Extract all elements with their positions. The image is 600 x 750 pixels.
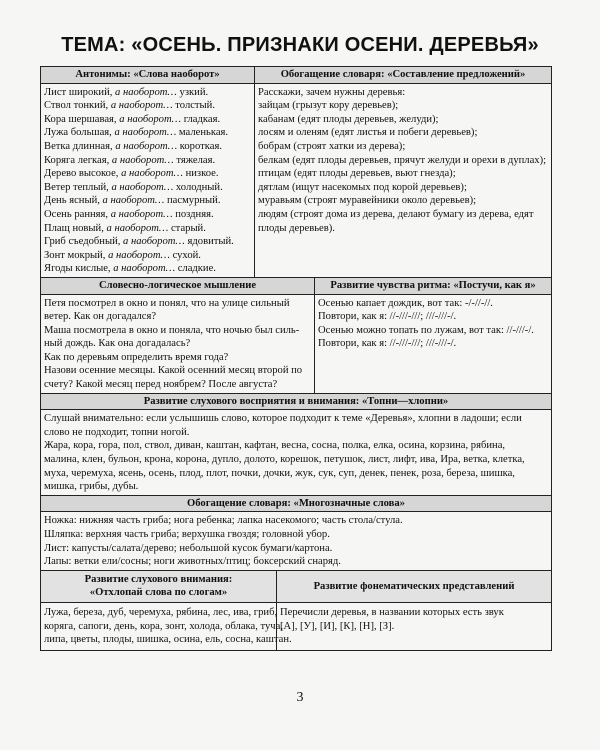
clap-words (41, 603, 292, 650)
antonym-connector: а наоборот… (121, 168, 183, 180)
antonym-word: Осень ранняя, (44, 208, 109, 220)
list-item: муравьям (строят муравейники около деревьев); (258, 195, 477, 207)
list-item: ный дождь. Как она догадалась? (44, 338, 191, 350)
list-item: Слушай внимательно: если услышишь слово, которое подходит к теме «Деревья», хлопни в ладоши; если (44, 413, 522, 425)
polysemy-header-row (41, 496, 551, 513)
vocab-sentences-header: Обогащение словаря: «Составление предложений» (255, 67, 551, 83)
antonym-word: Ветер теплый, (44, 181, 109, 193)
list-item: птицам (едят плоды деревьев, вьют гнезда); (258, 168, 456, 180)
antonym-connector: а наоборот… (114, 127, 177, 139)
clap-phonemic-header-row (41, 571, 551, 603)
antonym-connector: а наоборот… (108, 249, 170, 261)
antonym-word: Коряга легкая, (44, 154, 110, 166)
rhythm-header: Развитие чувства ритма: «Постучи, как я» (315, 278, 551, 294)
auditory-text (41, 410, 551, 495)
list-item: счету? Какой месяц перед ноябрем? После августа? (44, 379, 278, 391)
list-item: кабанам (едят плоды деревьев, желуди); (258, 113, 439, 125)
list-item: Осенью капает дождик, вот так: -/-//-//. (318, 297, 493, 309)
antonym-word: День ясный, (44, 195, 100, 207)
list-item: Петя посмотрел в окно и понял, что на улице сильный (44, 297, 290, 309)
clap-header-line-1: Развитие слухового внимания: (84, 573, 233, 585)
antonym-word: Плащ новый, (44, 222, 104, 234)
antonym-connector: а наоборот… (115, 86, 177, 98)
antonym-connector: а наоборот… (113, 263, 176, 275)
auditory-row (41, 410, 551, 496)
antonym-line (44, 126, 251, 140)
list-item: Лапы: ветки ели/сосны; ноги животных/птиц; боксерский снаряд. (44, 556, 341, 568)
antonym-word: Гриб съедобный, (44, 236, 121, 248)
phonemic-text (277, 603, 551, 650)
antonym-line (44, 249, 251, 263)
list-item: [А], [У], [И], [К], [Н], [З]. (280, 620, 395, 632)
antonym-opposite: толстый. (175, 100, 215, 112)
list-item: Как по деревьям определить время года? (44, 351, 229, 363)
antonym-opposite: пасмурный. (167, 195, 221, 207)
antonym-opposite: поздняя. (175, 208, 214, 220)
clap-header-line-2: «Отхлопай слова по слогам» (89, 587, 228, 599)
antonym-line (44, 181, 251, 195)
lesson-table (40, 66, 552, 651)
list-item: Лист: капусты/салата/дерево; небольшой кусок бумаги/картона. (44, 542, 333, 554)
auditory-header: Развитие слухового восприятия и внимания: «Топни—хлопни» (41, 394, 551, 410)
list-item: Жара, кора, гора, пол, ствол, диван, каштан, кафтан, весна, сосна, полка, елка, осина, корзина, рябина, (44, 440, 506, 452)
antonyms-header: Антонимы: «Слова наоборот» (41, 67, 255, 83)
antonym-opposite: низкое. (185, 168, 219, 180)
antonym-opposite: сухой. (172, 249, 201, 261)
antonym-connector: а наоборот… (111, 154, 174, 166)
list-item: Осенью можно топать по лужам, вот так: //-///-/. (318, 324, 534, 336)
antonym-opposite: старый. (170, 222, 206, 234)
list-item: Лужа, береза, дуб, черемуха, рябина, лес, ива, гриб, (44, 606, 278, 618)
antonym-line (44, 262, 251, 276)
polysemy-row (41, 512, 551, 570)
list-item: Расскажи, зачем нужны деревья: (258, 86, 406, 98)
logic-rhythm-row (41, 295, 551, 394)
antonym-line (44, 208, 251, 222)
antonym-opposite: узкий. (179, 86, 209, 98)
list-item: зайцам (грызут кору деревьев); (258, 100, 399, 112)
antonym-line (44, 99, 251, 113)
antonym-connector: а наоборот… (110, 208, 173, 220)
antonym-word: Дерево высокое, (44, 168, 119, 180)
list-item: Перечисли деревья, в названии которых есть звук (280, 606, 504, 618)
antonym-word: Кора шершавая, (44, 113, 117, 125)
list-item: Повтори, как я: //-///-///; ///-///-/. (318, 311, 457, 323)
antonym-line (44, 194, 251, 208)
list-item: мишка, грибы, дубы. (44, 481, 139, 493)
antonym-line (44, 235, 251, 249)
list-item: лосям и оленям (едят листья и побеги деревьев); (258, 127, 478, 139)
list-item: коряга, сапоги, день, кора, зонт, холода, облака, туча, (44, 620, 283, 632)
list-item: бобрам (строят хатки из дерева); (258, 140, 406, 152)
antonym-opposite: тяжелая. (176, 154, 216, 166)
antonym-line (44, 86, 251, 100)
antonym-line (44, 140, 251, 154)
logic-rhythm-header-row (41, 278, 551, 295)
antonyms-vocab-header-row (41, 67, 551, 84)
antonym-line (44, 167, 251, 181)
list-item: дятлам (ищут насекомых под корой деревьев); (258, 181, 467, 193)
antonym-word: Ветка длинная, (44, 140, 113, 152)
list-item: людям (строят дома из дерева, делают бумагу из дерева, едят (258, 208, 534, 220)
list-item: Ножка: нижняя часть гриба; нога ребенка; лапка насекомого; часть стола/стула. (44, 515, 403, 527)
list-item: ветер. Как он догадался? (44, 311, 157, 323)
antonym-word: Зонт мокрый, (44, 249, 106, 261)
polysemy-header: Обогащение словаря: «Многозначные слова» (41, 496, 551, 512)
list-item: Назови осенние месяцы. Какой осенний месяц второй по (44, 365, 303, 377)
antonym-connector: а наоборот… (115, 140, 178, 152)
antonym-connector: а наоборот… (123, 236, 185, 248)
antonym-word: Лист широкий, (44, 86, 113, 98)
antonym-opposite: холодный. (175, 181, 223, 193)
antonym-opposite: ядовитый. (187, 236, 234, 248)
antonym-word: Лужа большая, (44, 127, 112, 139)
list-item: муха, черемуха, ясень, осень, плод, плот, почки, дочки, жук, сук, суп, денек, пенек, роза, береза, шишка, (44, 467, 515, 479)
list-item: Шляпка: верхняя часть гриба; верхушка гвоздя; головной убор. (44, 529, 330, 540)
antonym-line (44, 154, 251, 168)
antonym-word: Ягоды кислые, (44, 263, 111, 275)
antonym-word: Ствол тонкий, (44, 100, 109, 112)
antonym-opposite: маленькая. (178, 127, 229, 139)
phonemic-header: Развитие фонематических представлений (277, 571, 551, 602)
list-item: Повтори, как я: //-///-///; ///-///-/. (318, 338, 457, 350)
vocab-sentences-list (255, 84, 551, 277)
logic-header: Словесно-логическое мышление (41, 278, 315, 294)
auditory-header-row (41, 394, 551, 411)
list-item: Маша посмотрела в окно и поняла, что ночью был силь- (44, 324, 300, 336)
clap-header (41, 571, 277, 602)
rhythm-lines (315, 295, 551, 393)
antonym-connector: а наоборот… (119, 113, 182, 125)
antonym-opposite: короткая. (179, 140, 222, 152)
antonym-opposite: гладкая. (183, 113, 221, 125)
antonyms-list (41, 84, 255, 277)
list-item: белкам (едят плоды деревьев, прячут желуди и орехи в дуплах); (258, 154, 547, 166)
antonym-opposite: сладкие. (177, 263, 216, 275)
antonym-line (44, 222, 251, 236)
page-title: ТЕМА: «ОСЕНЬ. ПРИЗНАКИ ОСЕНИ. ДЕРЕВЬЯ» (61, 34, 539, 56)
antonym-line (44, 113, 251, 127)
page-number: 3 (296, 690, 304, 705)
logic-questions (41, 295, 315, 393)
antonym-connector: а наоборот… (110, 100, 173, 112)
antonym-connector: а наоборот… (102, 195, 165, 207)
list-item: плоды деревьев). (258, 222, 335, 234)
antonym-connector: а наоборот… (111, 181, 174, 193)
list-item: слово не подходит, топни ногой. (44, 426, 190, 438)
antonym-connector: а наоборот… (106, 222, 169, 234)
list-item: липа, цветы, плоды, шишка, осина, ель, сосна, каштан. (44, 634, 292, 646)
polysemy-text (41, 512, 551, 569)
antonyms-vocab-row (41, 84, 551, 278)
list-item: малина, клен, бульон, крона, корона, дупло, долото, корешок, петушок, лист, лифт, ива, Ира, ветка, клетка, (44, 454, 525, 466)
clap-phonemic-row (41, 603, 551, 650)
